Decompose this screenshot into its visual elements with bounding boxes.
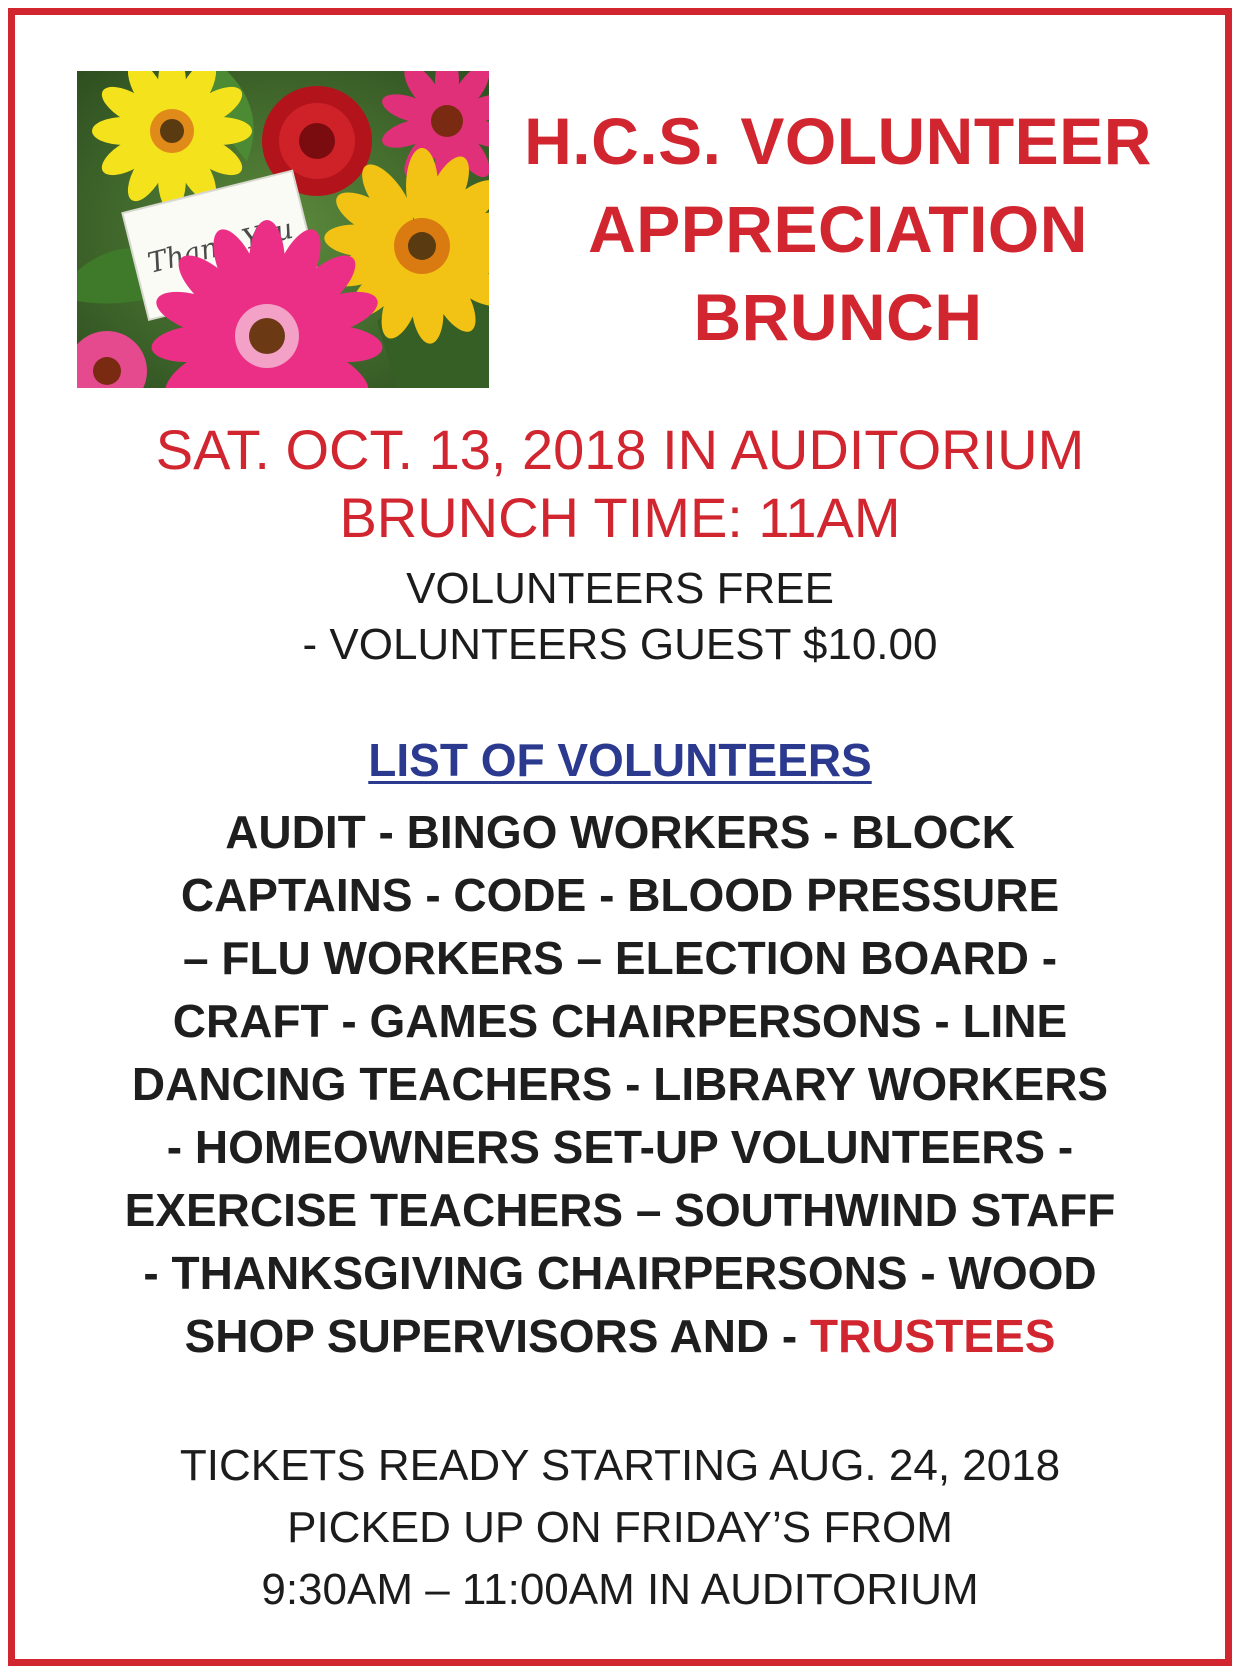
volunteer-list-line: - HOMEOWNERS SET-UP VOLUNTEERS - (166, 1121, 1074, 1173)
title-line-3: BRUNCH (693, 280, 983, 354)
volunteer-list-line: - THANKSGIVING CHAIRPERSONS - WOOD (143, 1247, 1097, 1299)
pricing-volunteers: VOLUNTEERS FREE (406, 564, 834, 613)
pricing-guest: - VOLUNTEERS GUEST $10.00 (302, 620, 938, 669)
flowers-thank-you-card-image (77, 71, 489, 388)
volunteer-list-last-line (15, 1305, 1225, 1368)
volunteer-list-last-prefix: SHOP SUPERVISORS AND - (184, 1310, 811, 1362)
volunteer-list-line: CRAFT - GAMES CHAIRPERSONS - LINE (172, 995, 1068, 1047)
volunteer-list-line: DANCING TEACHERS - LIBRARY WORKERS (131, 1058, 1109, 1110)
volunteer-list-heading: LIST OF VOLUNTEERS (368, 734, 872, 786)
trustees-highlight: TRUSTEES (810, 1310, 1056, 1362)
tickets-ready-date: TICKETS READY STARTING AUG. 24, 2018 (179, 1441, 1061, 1490)
title-line-1: H.C.S. VOLUNTEER (524, 104, 1152, 178)
title-line-2: APPRECIATION (588, 192, 1088, 266)
event-date-location: SAT. OCT. 13, 2018 IN AUDITORIUM (155, 418, 1085, 481)
card-text: Thank (144, 226, 239, 280)
ticket-info (15, 1435, 1225, 1621)
pricing-info (15, 561, 1225, 673)
tickets-pickup-time: 9:30AM – 11:00AM IN AUDITORIUM (261, 1565, 979, 1614)
tickets-pickup-day: PICKED UP ON FRIDAY’S FROM (287, 1503, 953, 1552)
flyer-title (493, 97, 1183, 361)
volunteer-list-line: CAPTAINS - CODE - BLOOD PRESSURE (180, 869, 1060, 921)
volunteer-list (15, 801, 1225, 1368)
event-time: BRUNCH TIME: 11AM (339, 486, 901, 549)
volunteer-list-line: EXERCISE TEACHERS – SOUTHWIND STAFF (124, 1184, 1116, 1236)
volunteer-list-line: AUDIT - BINGO WORKERS - BLOCK (225, 806, 1015, 858)
flyer (8, 8, 1232, 1666)
volunteer-list-line: – FLU WORKERS – ELECTION BOARD - (182, 932, 1058, 984)
